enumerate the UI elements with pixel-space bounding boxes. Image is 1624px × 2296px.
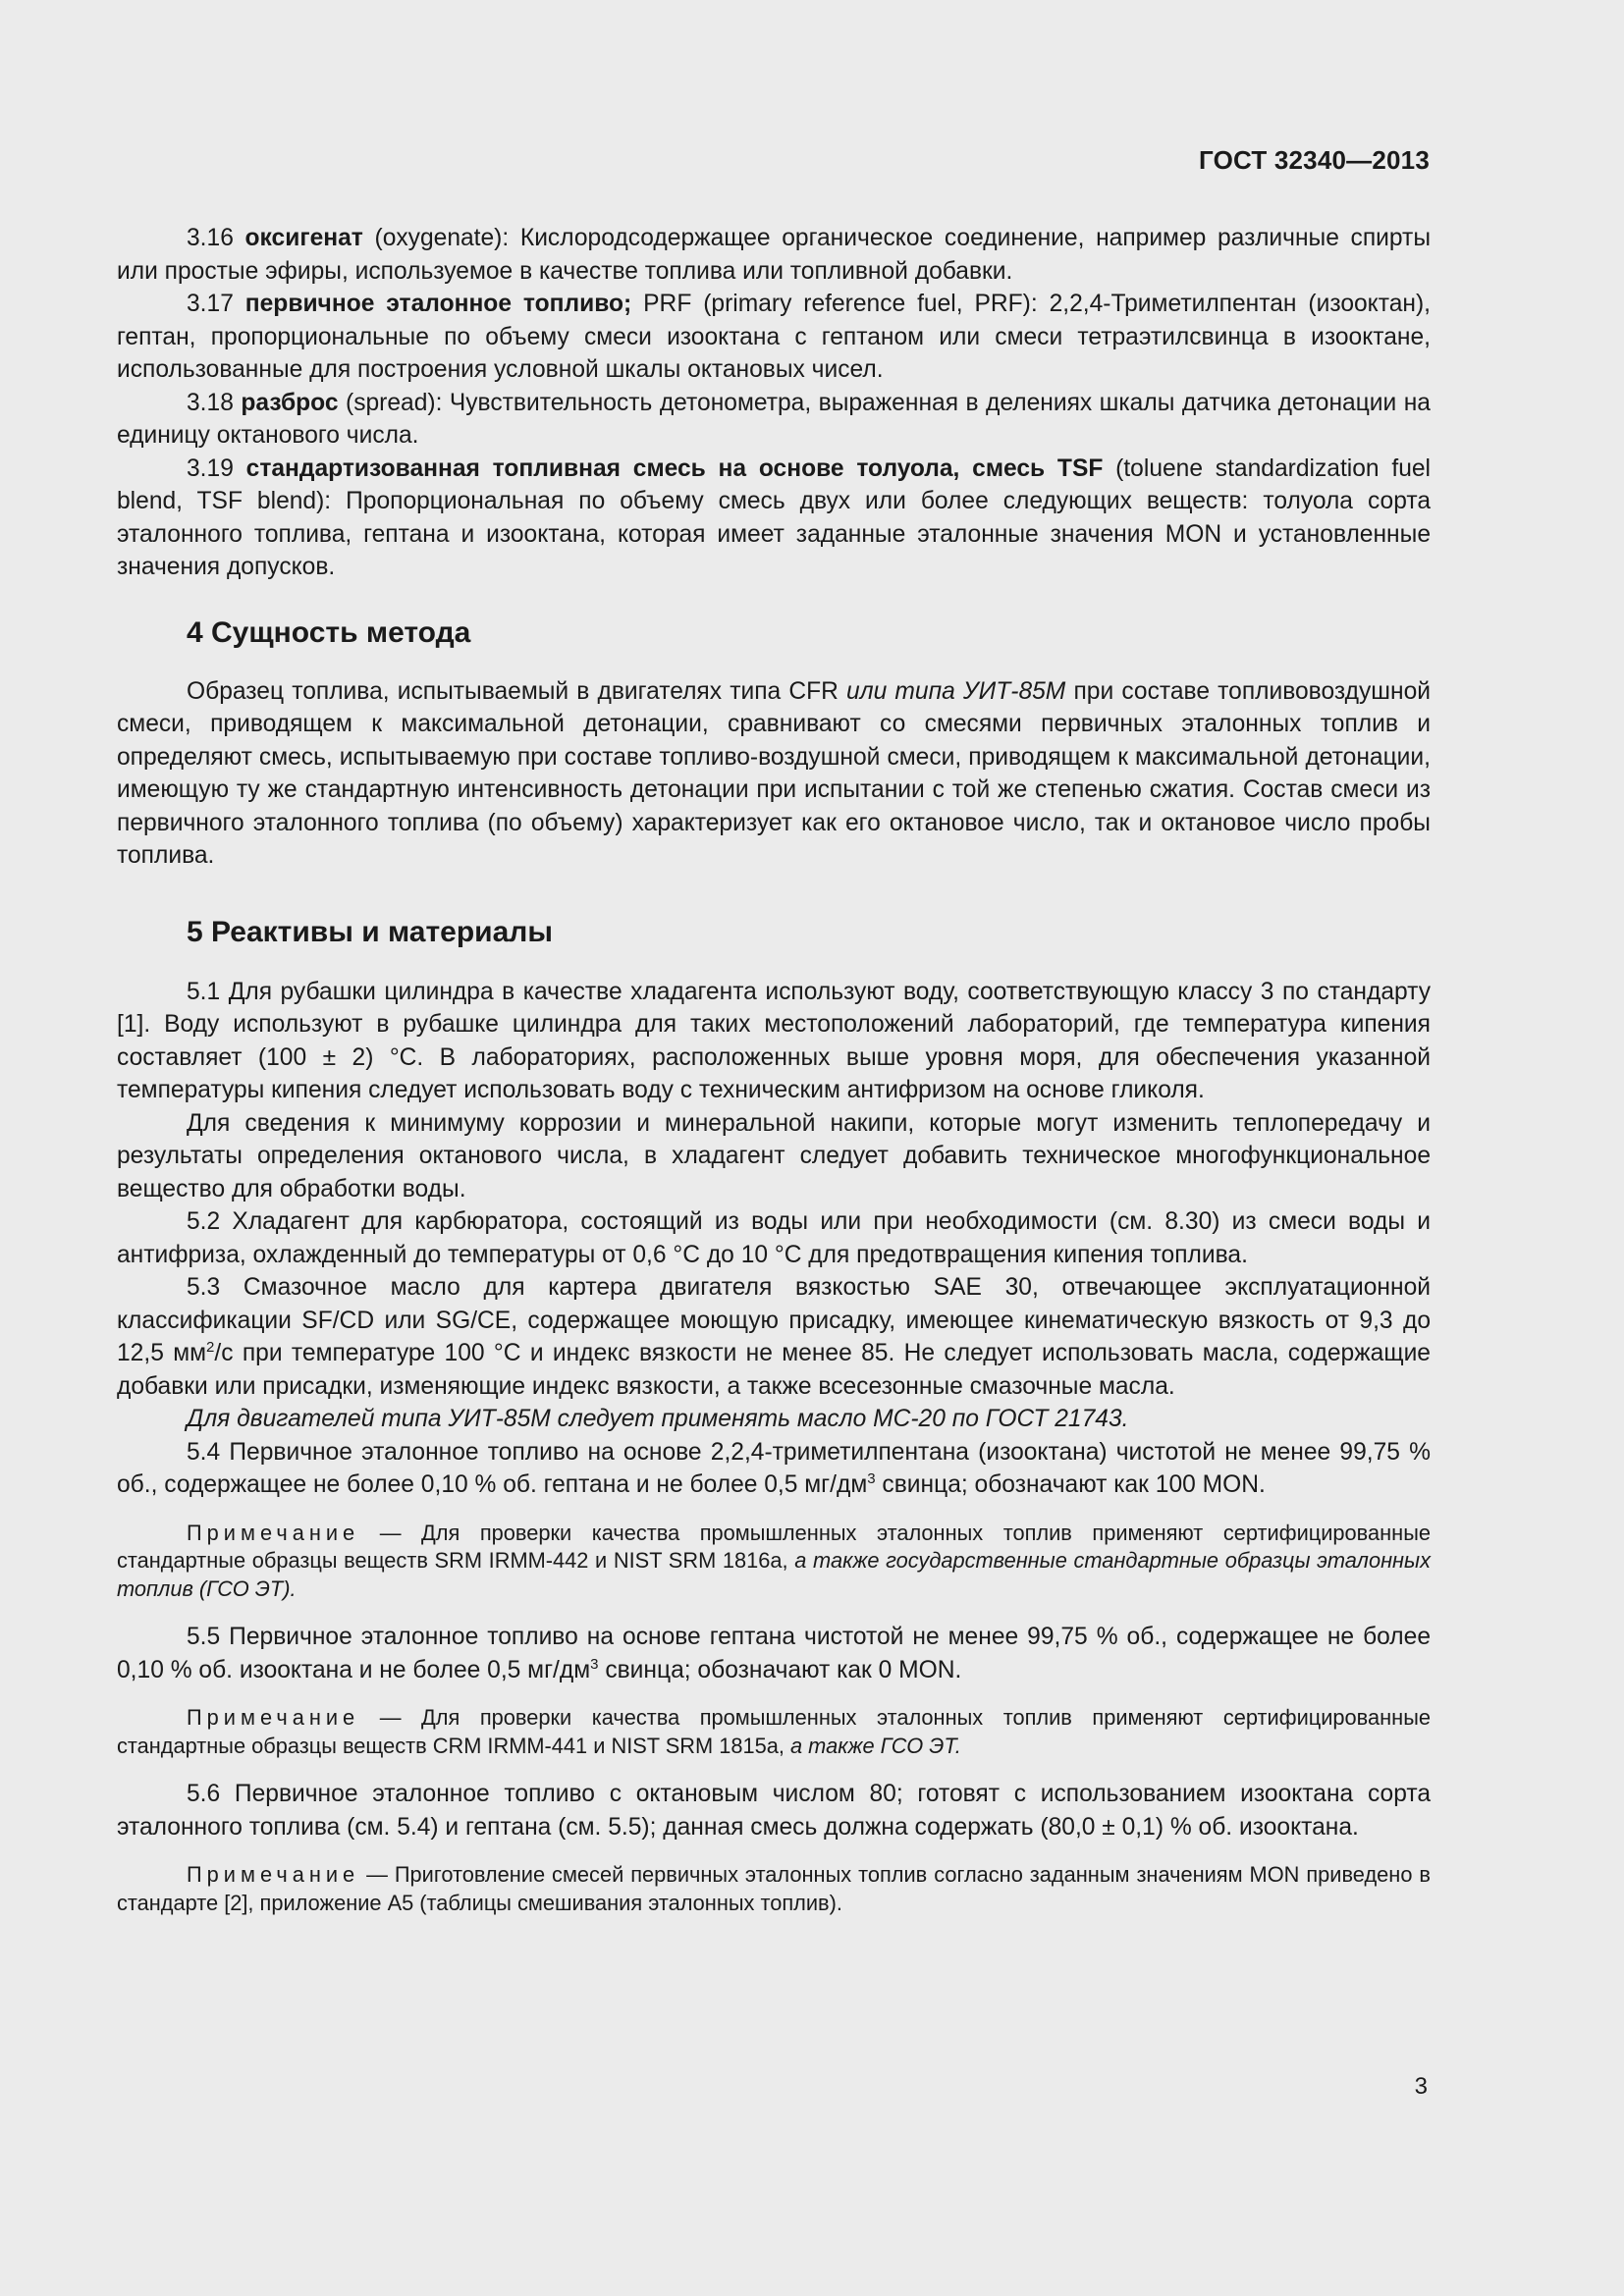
clause-number: 3.18 (187, 389, 242, 416)
note-label: Примечание (187, 1705, 360, 1730)
note-italic-text: а также ГСО ЭТ. (789, 1733, 961, 1758)
clause-5-1-continued: Для сведения к минимуму коррозии и минеральной накипи, которые могут изменить теплопередачу и результаты определения октанового числа, в хладагент следует добавить техническое многофункциональное вещество для обработки воды. (117, 1109, 1431, 1202)
clause-5-3 (117, 1271, 1431, 1403)
clause-number: 3.19 (187, 454, 246, 482)
page-number: 3 (1414, 2073, 1428, 2100)
definition-text: PRF (primary reference fuel, PRF): 2,2,4-Триметилпентан (изооктан), гептан, пропорциональные по объему смеси изооктана с гептаном или смеси тетраэтилсвинца в изооктане, использованные для построения условной шкалы октановых чисел. (117, 291, 1431, 383)
definition-3-18 (117, 387, 1431, 453)
document-number: ГОСТ 32340—2013 (1199, 145, 1430, 175)
section-4-paragraph (117, 675, 1431, 873)
definition-3-16 (117, 222, 1431, 288)
clause-5-4 (117, 1436, 1431, 1502)
note-text: Для проверки качества промышленных эталонных топлив применяют сертифицированные стандартные образцы веществ CRM IRMM-441 и NIST SRM 1815a, (117, 1705, 1431, 1758)
definition-text: (spread): Чувствительность детонометра, выраженная в делениях шкалы датчика детонации на единицу октанового числа. (117, 389, 1431, 449)
clause-5-5 (117, 1621, 1431, 1686)
superscript: 2 (206, 1339, 215, 1356)
note-label: Примечание (187, 1520, 360, 1545)
term: разброс (241, 389, 339, 416)
definition-3-17 (117, 288, 1431, 387)
paragraph-text: 5.5 Первичное эталонное топливо на основе гептана чистотой не менее 99,75 % об., содержащее не более 0,10 % об. изооктана и не более 0,5 мг/дм (117, 1624, 1431, 1683)
section-5-heading: 5 Реактивы и материалы (187, 915, 553, 948)
note-3 (117, 1861, 1431, 1917)
definition-text: (oxygenate): Кислородсодержащее органическое соединение, например различные спирты или простые эфиры, используемое в качестве топлива или топливной добавки. (117, 225, 1431, 285)
definition-text: (toluene standardization fuel blend, TSF blend): Пропорциональная по объему смесь двух или более следующих веществ: толуола сорта эталонного топлива, гептана и изооктана, которая имеет заданные эталонные значения MON и установленные значения допусков. (117, 454, 1432, 580)
paragraph-text: /с при температуре 100 °С и индекс вязкости не менее 85. Не следует использовать масла, содержащие добавки или присадки, изменяющие индекс вязкости, а также всесезонные смазочные масла. (117, 1340, 1431, 1400)
clause-number: 3.16 (187, 225, 245, 251)
term: первичное эталонное топливо; (244, 291, 632, 317)
note-2 (117, 1704, 1431, 1760)
note-dash: — (359, 1862, 395, 1887)
paragraph-text: 5.4 Первичное эталонное топливо на основе 2,2,4-триметилпентана (изооктана) чистотой не менее 99,75 % об., содержащее не более 0,10 % об. гептана и не более 0,5 мг/дм (117, 1438, 1431, 1498)
note-italic-text: а также государственные стандартные образцы эталонных топлив (ГСО ЭТ). (117, 1548, 1431, 1601)
paragraph-text: при составе топливовоздушной смеси, приводящем к максимальной детонации, сравнивают со смесями первичных эталонных топлив и определяют смесь, испытываемую при составе топливо-воздушной смеси, приводящем к максимальной детонации, имеющую ту же стандартную интенсивность детонации при испытании с той же степенью сжатия. Состав смеси из первичного эталонного топлива (по объему) характеризует как его октановое число, так и октановое число пробы топлива. (117, 677, 1431, 869)
paragraph-text: свинца; обозначают как 0 MON. (598, 1656, 962, 1683)
clause-5-3-italic: Для двигателей типа УИТ-85М следует применять масло МС-20 по ГОСТ 21743. (187, 1406, 1129, 1432)
clause-5-1: 5.1 Для рубашки цилиндра в качестве хладагента используют воду, соответствующую классу 3 по стандарту [1]. Воду используют в рубашке цилиндра для таких местоположений лабораторий, где температура кипения составляет (100 ± 2) °С. В лабораториях, расположенных выше уровня моря, для обеспечения указанной температуры кипения следует использовать воду с техническим антифризом на основе гликоля. (117, 978, 1431, 1103)
term: оксигенат (244, 225, 363, 251)
paragraph-text: 5.3 Смазочное масло для картера двигателя вязкостью SAE 30, отвечающее эксплуатационной классификации SF/CD или SG/CE, содержащее моющую присадку, имеющее кинематическую вязкость от 9,3 до 12,5 мм (117, 1274, 1431, 1366)
clause-5-6: 5.6 Первичное эталонное топливо с октановым числом 80; готовят с использованием изооктана сорта эталонного топлива (см. 5.4) и гептана (см. 5.5); данная смесь должна содержать (80,0 ± 0,1) % об. изооктана. (117, 1781, 1431, 1841)
superscript: 3 (590, 1655, 599, 1673)
superscript: 3 (867, 1470, 876, 1487)
clause-number: 3.17 (187, 291, 245, 317)
note-1 (117, 1520, 1431, 1604)
section-4-heading: 4 Сущность метода (187, 615, 471, 649)
term: стандартизованная топливная смесь на основе толуола, смесь TSF (245, 454, 1104, 482)
note-dash: — (359, 1705, 422, 1730)
paragraph-italic-text: или типа УИТ-85М (846, 677, 1066, 705)
note-text: Приготовление смесей первичных эталонных топлив согласно заданным значениям MON приведено в стандарте [2], приложение А5 (таблицы смешивания эталонных топлив). (117, 1862, 1431, 1915)
paragraph-text: свинца; обозначают как 100 MON. (875, 1471, 1266, 1498)
note-dash: — (359, 1520, 422, 1545)
definition-3-19 (117, 453, 1431, 584)
note-text: Для проверки качества промышленных эталонных топлив применяют сертифицированные стандартные образцы веществ SRM IRMM-442 и NIST SRM 1816a, (117, 1520, 1431, 1573)
clause-5-2: 5.2 Хладагент для карбюратора, состоящий из воды или при необходимости (см. 8.30) из смеси воды и антифриза, охлажденный до температуры от 0,6 °С до 10 °С для предотвращения кипения топлива. (117, 1208, 1431, 1268)
document-body (117, 222, 1431, 1917)
note-label: Примечание (187, 1862, 360, 1887)
paragraph-text: Образец топлива, испытываемый в двигателях типа CFR (187, 677, 847, 705)
